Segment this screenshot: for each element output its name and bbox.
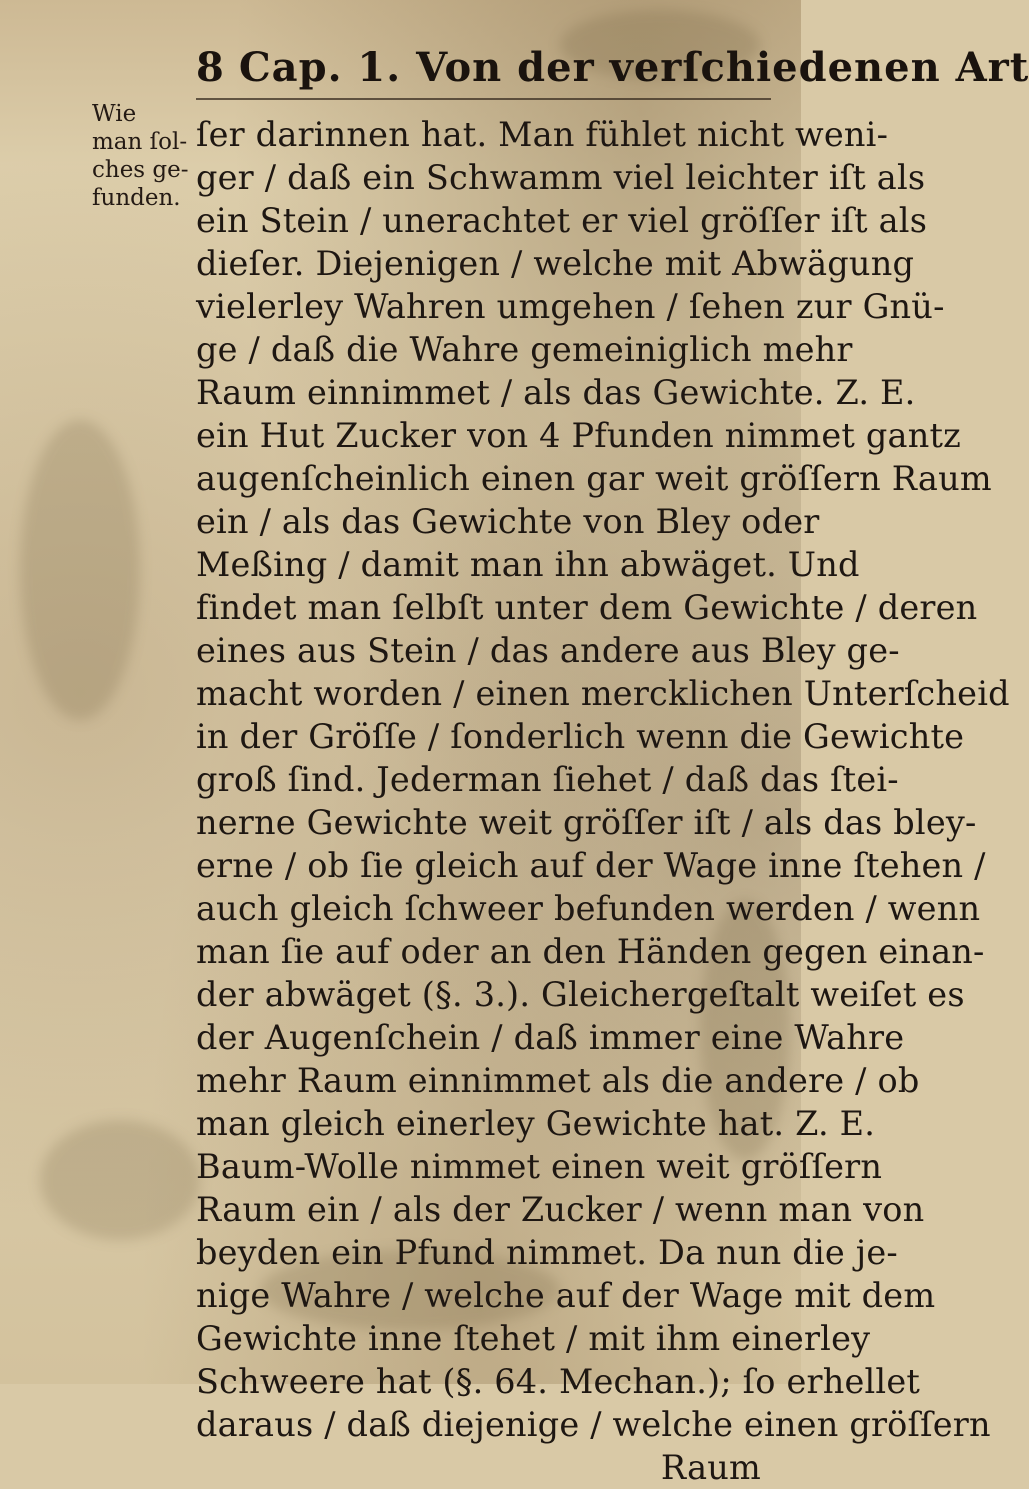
text-line: augenſcheinlich einen gar weit gröſſern Raum (196, 459, 992, 498)
marginal-note-line: man ſol- (92, 129, 188, 155)
text-line: man gleich einerley Gewichte hat. Z. E. (196, 1104, 876, 1143)
text-line: ein / als das Gewichte von Bley oder (196, 502, 820, 541)
text-line: Raum ein / als der Zucker / wenn man von (196, 1190, 925, 1229)
text-line: ein Hut Zucker von 4 Pfunden nimmet gantz (196, 416, 961, 455)
text-line: Baum-Wolle nimmet einen weit gröſſern (196, 1147, 883, 1186)
text-line: auch gleich ſchweer befunden werden / wenn (196, 889, 981, 928)
text-line: nerne Gewichte weit gröſſer iſt / als das bley- (196, 803, 977, 842)
page-number: 8 (196, 44, 225, 91)
text-line: groß ſind. Jederman ſiehet / daß das ſtei- (196, 760, 899, 799)
header-rule (196, 98, 771, 100)
text-line: Raum einnimmet / als das Gewichte. Z. E. (196, 373, 916, 412)
text-line: ſer darinnen hat. Man fühlet nicht weni- (196, 115, 889, 154)
marginal-note-line: Wie (92, 101, 137, 127)
text-line: der abwäget (§. 3.). Gleichergeſtalt weiſet es (196, 975, 965, 1014)
text-line: Meßing / damit man ihn abwäget. Und (196, 545, 860, 584)
text-line: nige Wahre / welche auf der Wage mit dem (196, 1276, 936, 1315)
text-line: man ſie auf oder an den Händen gegen einan- (196, 932, 985, 971)
text-line: Gewichte inne ſtehet / mit ihm einerley (196, 1319, 871, 1358)
text-line: ge / daß die Wahre gemeiniglich mehr (196, 330, 853, 369)
text-line: eines aus Stein / das andere aus Bley ge- (196, 631, 900, 670)
chapter-title: Cap. 1. Von der verſchiedenen Art (238, 44, 1029, 91)
text-line: daraus / daß diejenige / welche einen gröſſern (196, 1405, 991, 1444)
text-line: vielerley Wahren umgehen / ſehen zur Gnü- (196, 287, 945, 326)
text-line: in der Gröſſe / ſonderlich wenn die Gewichte (196, 717, 965, 756)
text-line: findet man ſelbſt unter dem Gewichte / deren (196, 588, 978, 627)
text-line: ger / daß ein Schwamm viel leichter iſt als (196, 158, 926, 197)
main-text-block (196, 113, 1010, 1489)
marginal-note-line: ches ge- (92, 157, 189, 183)
text-line: Schweere hat (§. 64. Mechan.); ſo erhellet (196, 1362, 921, 1401)
paper-stain (40, 1120, 200, 1240)
catchword: Raum (660, 1448, 761, 1487)
text-line: der Augenſchein / daß immer eine Wahre (196, 1018, 905, 1057)
text-line: dieſer. Diejenigen / welche mit Abwägung (196, 244, 915, 283)
text-line: ein Stein / unerachtet er viel gröſſer iſt als (196, 201, 928, 240)
paper-stain (20, 420, 140, 720)
text-line: mehr Raum einnimmet als die andere / ob (196, 1061, 920, 1100)
marginal-note (92, 100, 192, 212)
text-line: macht worden / einen mercklichen Unterſcheid (196, 674, 1010, 713)
marginal-note-line: funden. (92, 185, 181, 211)
running-head (196, 44, 1029, 100)
text-line: erne / ob ſie gleich auf der Wage inne ſtehen / (196, 846, 986, 885)
text-line: beyden ein Pfund nimmet. Da nun die je- (196, 1233, 898, 1272)
